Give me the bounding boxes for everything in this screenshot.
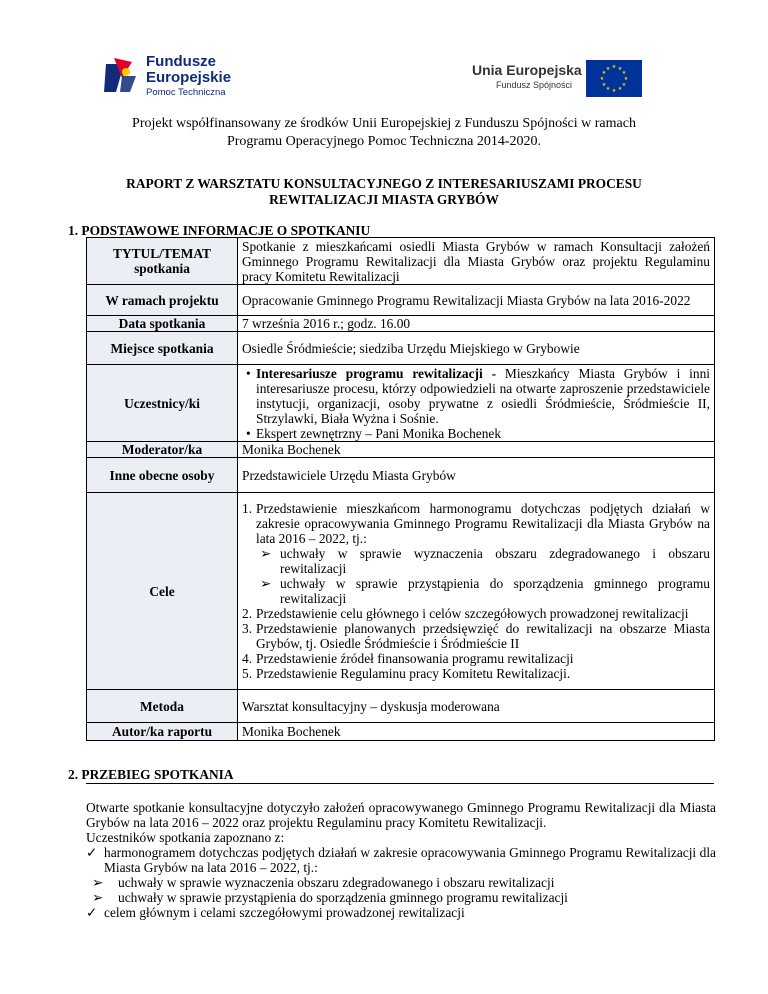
table-row — [87, 332, 715, 365]
temat-value: Spotkanie z mieszkańcami osiedli Miasta Grybów w ramach Konsultacji założeń Gminnego Programu Rewitalizacji dla Miasta Grybów oraz projektu Regulaminu pracy Komitetu Rewitalizacji — [238, 238, 715, 285]
unia-europejska-logo — [472, 60, 647, 100]
autor-label: Autor/ka raportu — [87, 723, 238, 741]
svg-text:★: ★ — [621, 82, 627, 88]
metoda-value: Warsztat konsultacyjny – dyskusja moderowana — [238, 690, 715, 723]
check-icon: ✓ — [86, 845, 98, 860]
list-item — [256, 576, 710, 606]
table-row — [87, 458, 715, 493]
arrow-item-1: uchwały w sprawie wyznaczenia obszaru zdegradowanego i obszaru rewitalizacji — [118, 875, 555, 890]
paragraph-1: Otwarte spotkanie konsultacyjne dotyczyło założeń opracowywanego Gminnego Programu Rewitalizacji dla Miasta Grybów na lata 2016 – 2022 oraz projektu Regulaminu pracy Komitetu Rewitalizacji. — [86, 800, 716, 830]
svg-text:★: ★ — [623, 76, 629, 82]
svg-text:★: ★ — [621, 70, 627, 76]
projekt-value: Opracowanie Gminnego Programu Rewitalizacji Miasta Grybów na lata 2016-2022 — [238, 285, 715, 316]
svg-text:★: ★ — [605, 86, 611, 92]
svg-text:★: ★ — [601, 70, 607, 76]
data-value: 7 września 2016 r.; godz. 16.00 — [238, 316, 715, 332]
svg-text:★: ★ — [617, 86, 623, 92]
funding-line-2: Programu Operacyjnego Pomoc Techniczna 2014-2020. — [226, 134, 542, 149]
cele-1a: uchwały w sprawie wyznaczenia obszaru zdegradowanego i obszaru rewitalizacji — [280, 546, 710, 576]
paragraph-2: Uczestników spotkania zapoznano z: — [86, 830, 285, 845]
arrow-icon: ➢ — [260, 576, 272, 591]
projekt-label: W ramach projektu — [87, 285, 238, 316]
cele-1b: uchwały w sprawie przystąpienia do sporządzenia gminnego programu rewitalizacji — [280, 576, 710, 606]
table-row — [87, 365, 715, 442]
list-item: • Ekspert zewnętrzny – Pani Monika Bochenek — [256, 426, 710, 441]
table-row — [87, 690, 715, 723]
list-item — [256, 366, 710, 426]
table-row — [87, 723, 715, 741]
uczestnicy-bold: Interesariusze programu rewitalizacji - — [256, 365, 497, 381]
list-item: 5. Przedstawienie Regulaminu pracy Komitetu Rewitalizacji. — [242, 666, 571, 681]
section-1-heading: 1. PODSTAWOWE INFORMACJE O SPOTKANIU — [68, 223, 371, 238]
eu-flag-icon — [586, 60, 642, 97]
fe-subtitle: Pomoc Techniczna — [146, 87, 226, 98]
cele-3: Przedstawienie planowanych przedsięwzięć do rewitalizacji na obszarze Miasta Grybów, tj. Osiedle Śródmieście i Śródmieście II — [256, 621, 710, 651]
list-item: 1. Przedstawienie mieszkańcom harmonogramu dotychczas podjętych działań w zakresie opracowywania Gminnego Programu Rewitalizacji dla Miasta Grybów na lata 2016 – 2022, tj.: ➢ uchwały w sprawie wyznaczenia obszaru zdegradowanego i obszaru rewitalizacji ➢ uchwały w sprawie przystąpienia do sporządzenia gminnego programu rewitalizacji — [242, 501, 710, 606]
svg-text:★: ★ — [611, 88, 617, 94]
table-row — [87, 493, 715, 690]
report-title — [0, 176, 768, 208]
svg-text:★: ★ — [605, 66, 611, 72]
fe-title-2: Europejskie — [146, 69, 232, 86]
cele-4: Przedstawienie źródeł finansowania programu rewitalizacji — [256, 651, 574, 666]
table-row — [87, 285, 715, 316]
section-2-heading: 2. PRZEBIEG SPOTKANIA — [68, 767, 234, 782]
miejsce-value: Osiedle Śródmieście; siedziba Urzędu Miejskiego w Grybowie — [238, 332, 715, 365]
funding-line-1: Projekt współfinansowany ze środków Unii Europejskiej z Funduszu Spójności w ramach — [132, 116, 636, 131]
fe-flag-icon — [100, 52, 140, 100]
uczestnicy-label: Uczestnicy/ki — [87, 365, 238, 442]
temat-label: TYTUL/TEMAT spotkania — [87, 238, 238, 285]
list-item — [86, 905, 716, 920]
cele-2: Przedstawienie celu głównego i celów szczegółowych prowadzonej rewitalizacji — [256, 606, 689, 621]
meeting-info-table — [86, 237, 715, 741]
arrow-icon: ➢ — [92, 890, 104, 905]
list-item: 2. Przedstawienie celu głównego i celów szczegółowych prowadzonej rewitalizacji — [242, 606, 689, 621]
report-title-line-1: RAPORT Z WARSZTATU KONSULTACYJNEGO Z INTERESARIUSZAMI PROCESU — [126, 176, 642, 191]
svg-text:★: ★ — [617, 66, 623, 72]
arrow-item-2: uchwały w sprawie przystąpienia do sporządzenia gminnego programu rewitalizacji — [118, 890, 568, 905]
inne-label: Inne obecne osoby — [87, 458, 238, 493]
cele-value — [238, 493, 715, 690]
report-title-line-2: REWITALIZACJI MIASTA GRYBÓW — [269, 192, 499, 207]
section-2-divider — [86, 783, 714, 784]
inne-value: Przedstawiciele Urzędu Miasta Grybów — [238, 458, 715, 493]
list-item — [86, 845, 716, 875]
cele-1: Przedstawienie mieszkańcom harmonogramu dotychczas podjętych działań w zakresie opracowywania Gminnego Programu Rewitalizacji dla Miasta Grybów na lata 2016 – 2022, tj.: — [256, 501, 710, 546]
ue-title: Unia Europejska — [472, 62, 582, 78]
funding-statement — [0, 115, 768, 151]
uczestnicy-value — [238, 365, 715, 442]
check-item-2: celem głównym i celami szczegółowymi prowadzonej rewitalizacji — [104, 905, 465, 920]
table-row — [87, 238, 715, 285]
data-label: Data spotkania — [87, 316, 238, 332]
metoda-label: Metoda — [87, 690, 238, 723]
fe-title-1: Fundusze — [146, 53, 216, 70]
cele-5: Przedstawienie Regulaminu pracy Komitetu Rewitalizacji. — [256, 666, 571, 681]
list-item — [256, 546, 710, 576]
list-item — [86, 875, 716, 890]
arrow-icon: ➢ — [92, 875, 104, 890]
svg-text:★: ★ — [599, 76, 605, 82]
table-row — [87, 442, 715, 458]
svg-text:★: ★ — [601, 82, 607, 88]
check-item-1: harmonogramem dotychczas podjętych działań w zakresie opracowywania Gminnego Programu Rewitalizacji dla Miasta Grybów na lata 2016 – 2022, tj.: — [104, 845, 716, 875]
ue-subtitle: Fundusz Spójności — [496, 80, 573, 90]
list-item: 3. Przedstawienie planowanych przedsięwzięć do rewitalizacji na obszarze Miasta Grybów, tj. Osiedle Śródmieście i Śródmieście II — [242, 621, 710, 651]
miejsce-label: Miejsce spotkania — [87, 332, 238, 365]
autor-value: Monika Bochenek — [238, 723, 715, 741]
moderator-value: Monika Bochenek — [238, 442, 715, 458]
list-item — [86, 890, 716, 905]
list-item: 4. Przedstawienie źródeł finansowania programu rewitalizacji — [242, 651, 574, 666]
cele-label: Cele — [87, 493, 238, 690]
moderator-label: Moderator/ka — [87, 442, 238, 458]
check-icon: ✓ — [86, 905, 98, 920]
arrow-icon: ➢ — [260, 546, 272, 561]
fundusze-europejskie-logo — [100, 50, 250, 102]
uczestnicy-text: Mieszkańcy Miasta Grybów i inni interesariusze procesu, którzy odpowiedzieli na otwarte zaproszenie przedstawiciele instytucji, organizacji, osoby prywatne z osiedli Śródmieście, Śródmieście II, Strzylawki, Biała Wyżna i Sośnie. — [256, 365, 710, 426]
table-row — [87, 316, 715, 332]
meeting-course-text — [86, 800, 716, 920]
svg-text:★: ★ — [611, 64, 617, 70]
